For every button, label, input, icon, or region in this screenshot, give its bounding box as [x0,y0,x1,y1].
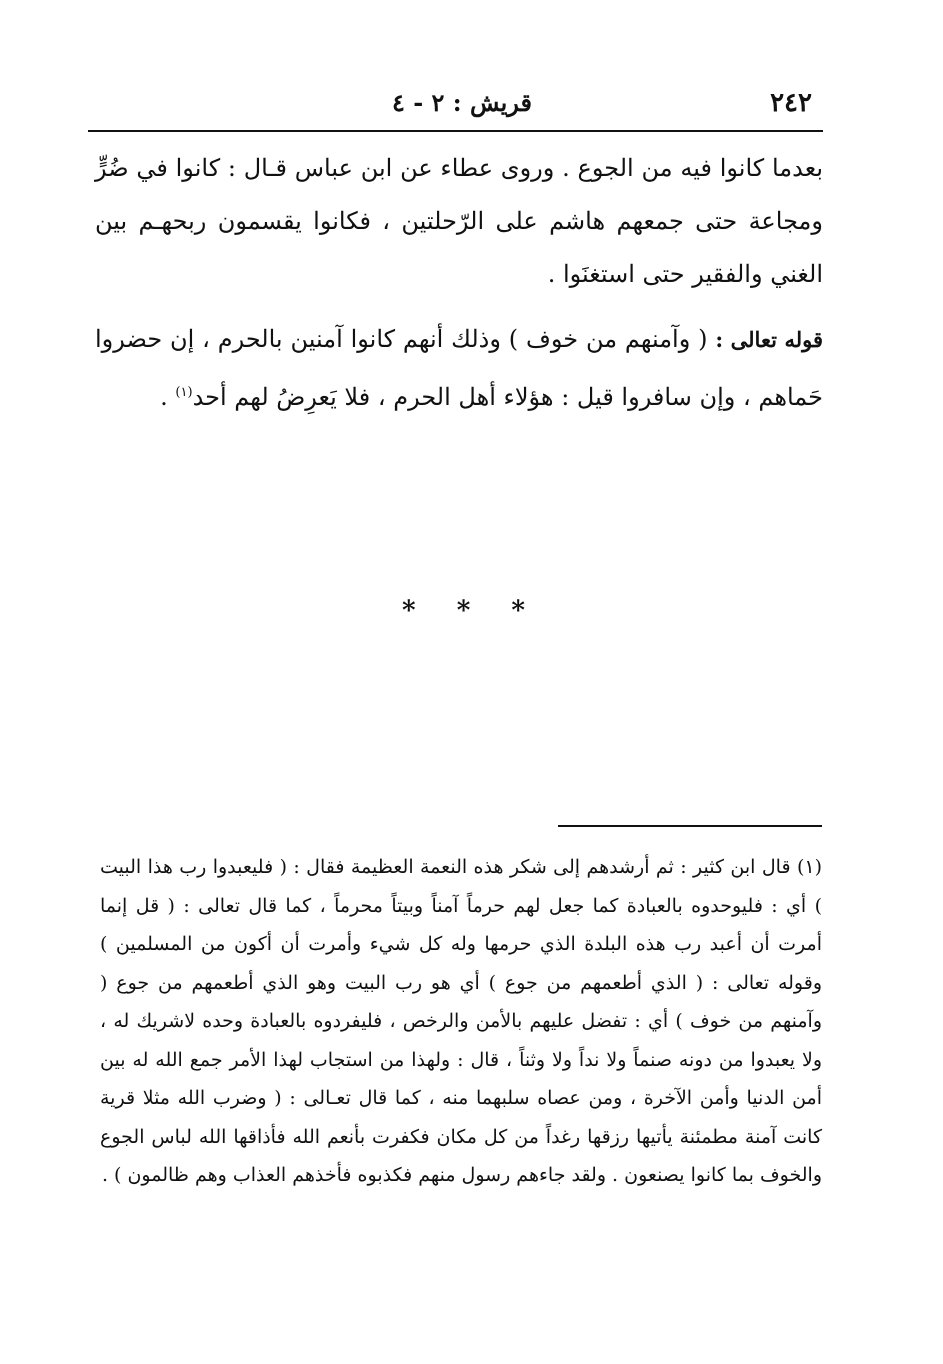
paragraph-1: بعدما كانوا فيه من الجوع . وروى عطاء عن ابن عباس قـال : كانوا في ضُرٍّ ومجاعة حتى جمعهم هاشم على الرّحلتين ، فكانوا يقسمون ربحهـم بين الغني والفقير حتى استغنَوا . [95,154,823,288]
running-title: قريش : ٢ - ٤ [391,88,532,117]
section-separator: * * * [402,596,541,626]
verse-lead: قوله تعالى : [715,327,823,352]
footnote-reference: (١) [175,385,193,400]
page-number: ٢٤٢ [770,88,812,118]
paragraph-2-end: . [160,383,176,411]
paragraph-2-text: ( وآمنهم من خوف ) وذلك أنهم كانوا آمنين بالحرم ، إن حضروا حَماهم ، وإن سافروا قيل : هؤلاء أهل الحرم ، فلا يَعرِضُ لهم أحد [95,325,823,411]
main-text [95,142,823,424]
paragraph-2 [95,313,823,424]
header-divider [88,130,823,132]
footnote-divider [558,825,822,827]
footnote [100,848,822,1195]
footnote-text: (١) قال ابن كثير : ثم أرشدهم إلى شكر هذه النعمة العظيمة فقال : ( فليعبدوا رب هذا البيت ) أي : فليوحدوه بالعبادة كما جعل لهم حرماً آمناً وبيتاً محرماً ، كما قال تعالى : ( قل إنما أمرت أن أعبد رب هذه البلدة الذي حرمها وله كل شيء وأمرت أن أكون من المسلمين ) وقوله تعالى : ( الذي أطعمهم من جوع ) أي هو رب البيت وهو الذي أطعمهم من جوع ( وآمنهم من خوف ) أي : تفضل عليهم بالأمن والرخص ، فليفردوه بالعبادة وحده لاشريك له ، ولا يعبدوا من دونه صنماً ولا نداً ولا وثناً ، قال : ولهذا من استجاب لهذا الأمر جمع الله له بين أمن الدنيا وأمن الآخرة ، ومن عصاه سلبهما منه ، كما قال تعـالى : ( وضرب الله مثلا قرية كانت آمنة مطمئنة يأتيها رزقها رغداً من كل مكان فكفرت بأنعم الله فأذاقها الله لباس الجوع والخوف بما كانوا يصنعون . ولقد جاءهم رسول منهم فكذبوه فأخذهم العذاب وهم ظالمون ) . [100,856,822,1186]
page-header [90,82,822,128]
